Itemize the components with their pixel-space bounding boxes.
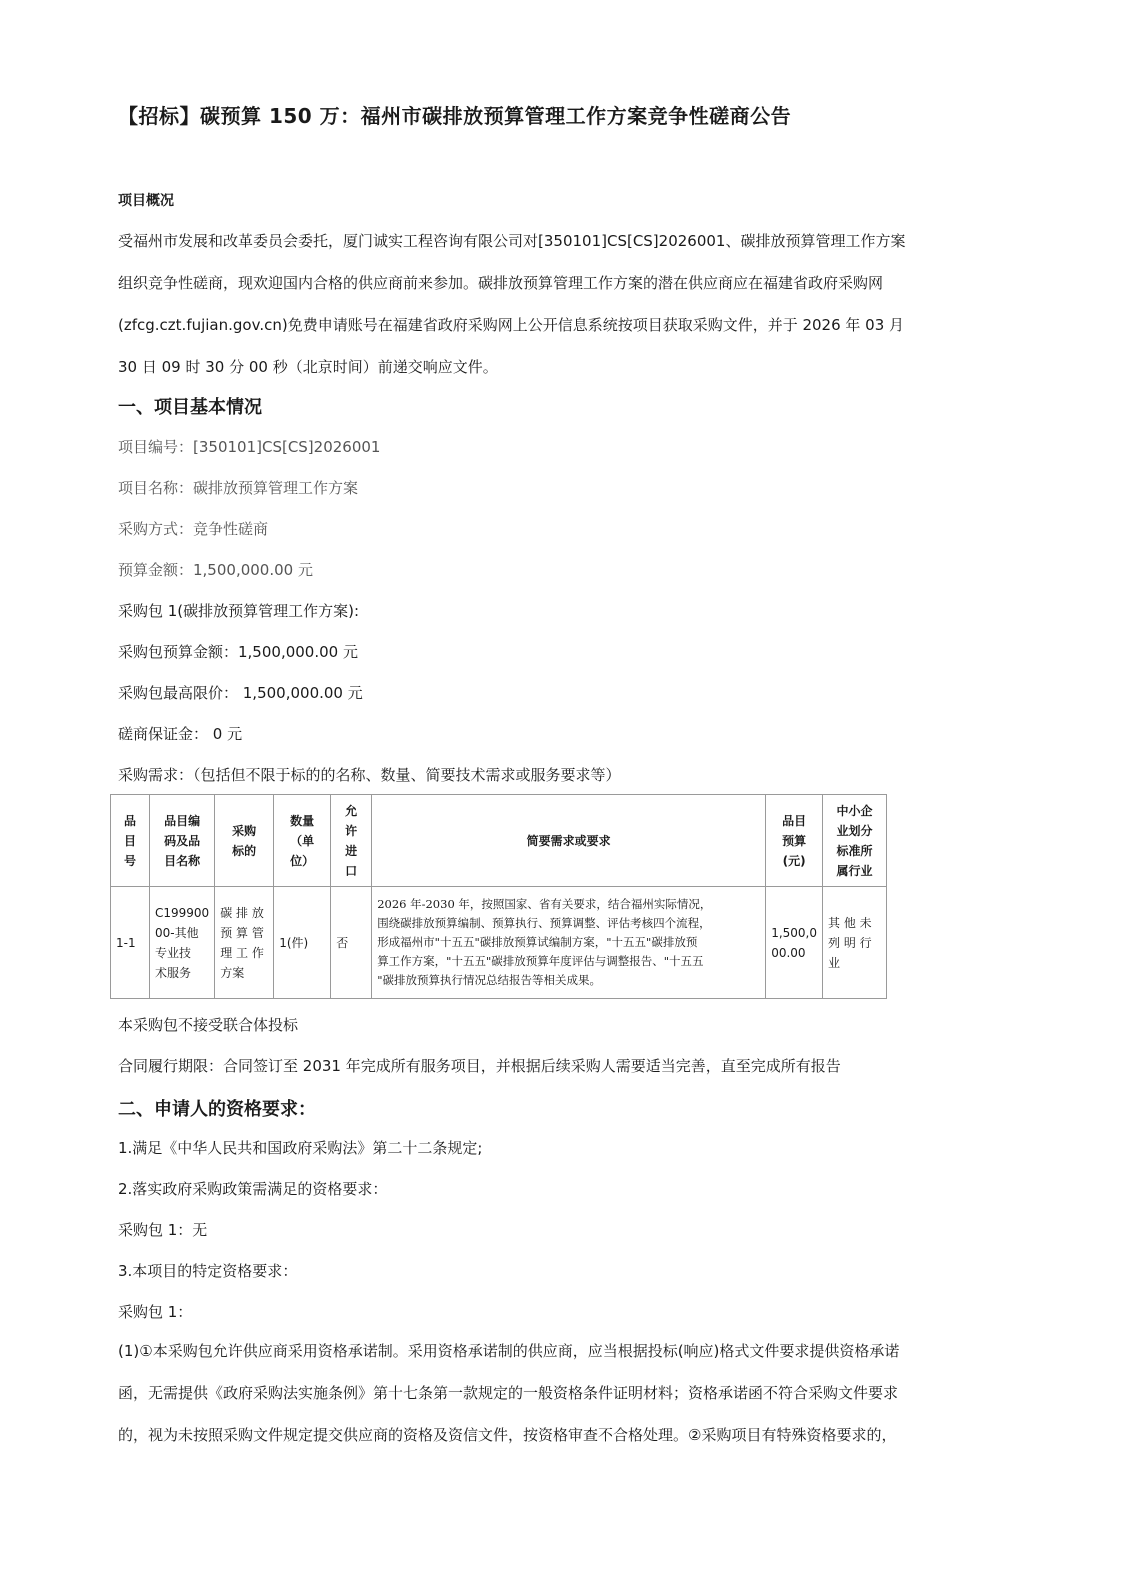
package-title: 采购包 1(碳排放预算管理工作方案):	[118, 602, 360, 620]
qualification-paragraph	[118, 1330, 998, 1456]
section2-heading: 二、申请人的资格要求：	[118, 1099, 316, 1120]
header-import: 允 许 进 口	[331, 795, 372, 887]
overview-line: 30 日 09 时 30 分 00 秒（北京时间）前递交响应文件。	[118, 358, 498, 376]
budget-amount: 预算金额：1,500,000.00 元	[118, 561, 313, 579]
overview-line: (zfcg.czt.fujian.gov.cn)免费申请账号在福建省政府采购网上公开信息系统按项目获取采购文件，并于 2026 年 03 月	[118, 316, 905, 334]
header-description: 简要需求或要求	[372, 795, 766, 887]
project-number: 项目编号：[350101]CS[CS]2026001	[118, 438, 381, 456]
cell-industry: 其 他 未 列 明 行 业	[823, 887, 887, 999]
page-title: 【招标】碳预算 150 万：福州市碳排放预算管理工作方案竞争性磋商公告	[118, 104, 792, 128]
header-target: 采购 标的	[215, 795, 274, 887]
header-item-no: 品 目 号	[111, 795, 150, 887]
overview-paragraph	[118, 220, 998, 388]
qualification-item-2-package: 采购包 1：无	[118, 1221, 208, 1239]
package-max-price: 采购包最高限价： 1,500,000.00 元	[118, 684, 363, 702]
no-joint-bid: 本采购包不接受联合体投标	[118, 1016, 299, 1034]
overview-heading: 项目概况	[118, 193, 174, 209]
cell-item-no: 1-1	[111, 887, 150, 999]
cell-import: 否	[331, 887, 372, 999]
header-industry: 中小企 业划分 标准所 属行业	[823, 795, 887, 887]
cell-code-name: C199900 00-其他 专业技 术服务	[150, 887, 215, 999]
contract-term: 合同履行期限：合同签订至 2031 年完成所有服务项目，并根据后续采购人需要适当完善，直至完成所有报告	[118, 1057, 841, 1075]
requirement-intro: 采购需求：（包括但不限于标的的名称、数量、简要技术需求或服务要求等）	[118, 766, 621, 784]
qualification-line: 函，无需提供《政府采购法实施条例》第十七条第一款规定的一般资格条件证明材料；资格承诺函不符合采购文件要求	[118, 1384, 899, 1402]
requirements-table	[110, 794, 887, 999]
qualification-item-2: 2.落实政府采购政策需满足的资格要求：	[118, 1180, 388, 1198]
cell-target: 碳 排 放 预 算 管 理 工 作 方案	[215, 887, 274, 999]
qualification-item-3: 3.本项目的特定资格要求：	[118, 1262, 298, 1280]
procurement-method: 采购方式：竞争性磋商	[118, 520, 269, 538]
cell-description: 2026 年-2030 年，按照国家、省有关要求，结合福州实际情况， 围绕碳排放预算编制、预算执行、预算调整、评估考核四个流程， 形成福州市"十五五"碳排放预算试编制方案，"十五五"碳排放预 算工作方案，"十五五"碳排放预算年度评估与调整报告、"十五五 "碳排放预算执行情况总结报告等相关成果。	[372, 887, 766, 999]
qualification-line: 的，视为未按照采购文件规定提交供应商的资格及资信文件，按资格审查不合格处理。②采购项目有特殊资格要求的，	[118, 1426, 897, 1444]
section1-heading: 一、项目基本情况	[118, 397, 262, 418]
cell-budget: 1,500,0 00.00	[766, 887, 823, 999]
header-quantity: 数量 （单 位）	[274, 795, 331, 887]
overview-line: 受福州市发展和改革委员会委托，厦门诚实工程咨询有限公司对[350101]CS[CS]2026001、碳排放预算管理工作方案	[118, 232, 906, 250]
qualification-item-1: 1.满足《中华人民共和国政府采购法》第二十二条规定;	[118, 1139, 483, 1157]
cell-quantity: 1(件)	[274, 887, 331, 999]
project-name: 项目名称：碳排放预算管理工作方案	[118, 479, 359, 497]
table-header-row	[111, 795, 887, 887]
qualification-line: (1)①本采购包允许供应商采用资格承诺制。采用资格承诺制的供应商，应当根据投标(响应)格式文件要求提供资格承诺	[118, 1342, 900, 1360]
header-code-name: 品目编 码及品 目名称	[150, 795, 215, 887]
package-budget: 采购包预算金额：1,500,000.00 元	[118, 643, 358, 661]
header-budget: 品目 预算 (元)	[766, 795, 823, 887]
table-row	[111, 887, 887, 999]
qualification-item-3-package: 采购包 1：	[118, 1303, 193, 1321]
deposit: 磋商保证金： 0 元	[118, 725, 243, 743]
overview-line: 组织竞争性磋商，现欢迎国内合格的供应商前来参加。碳排放预算管理工作方案的潜在供应商应在福建省政府采购网	[118, 274, 884, 292]
